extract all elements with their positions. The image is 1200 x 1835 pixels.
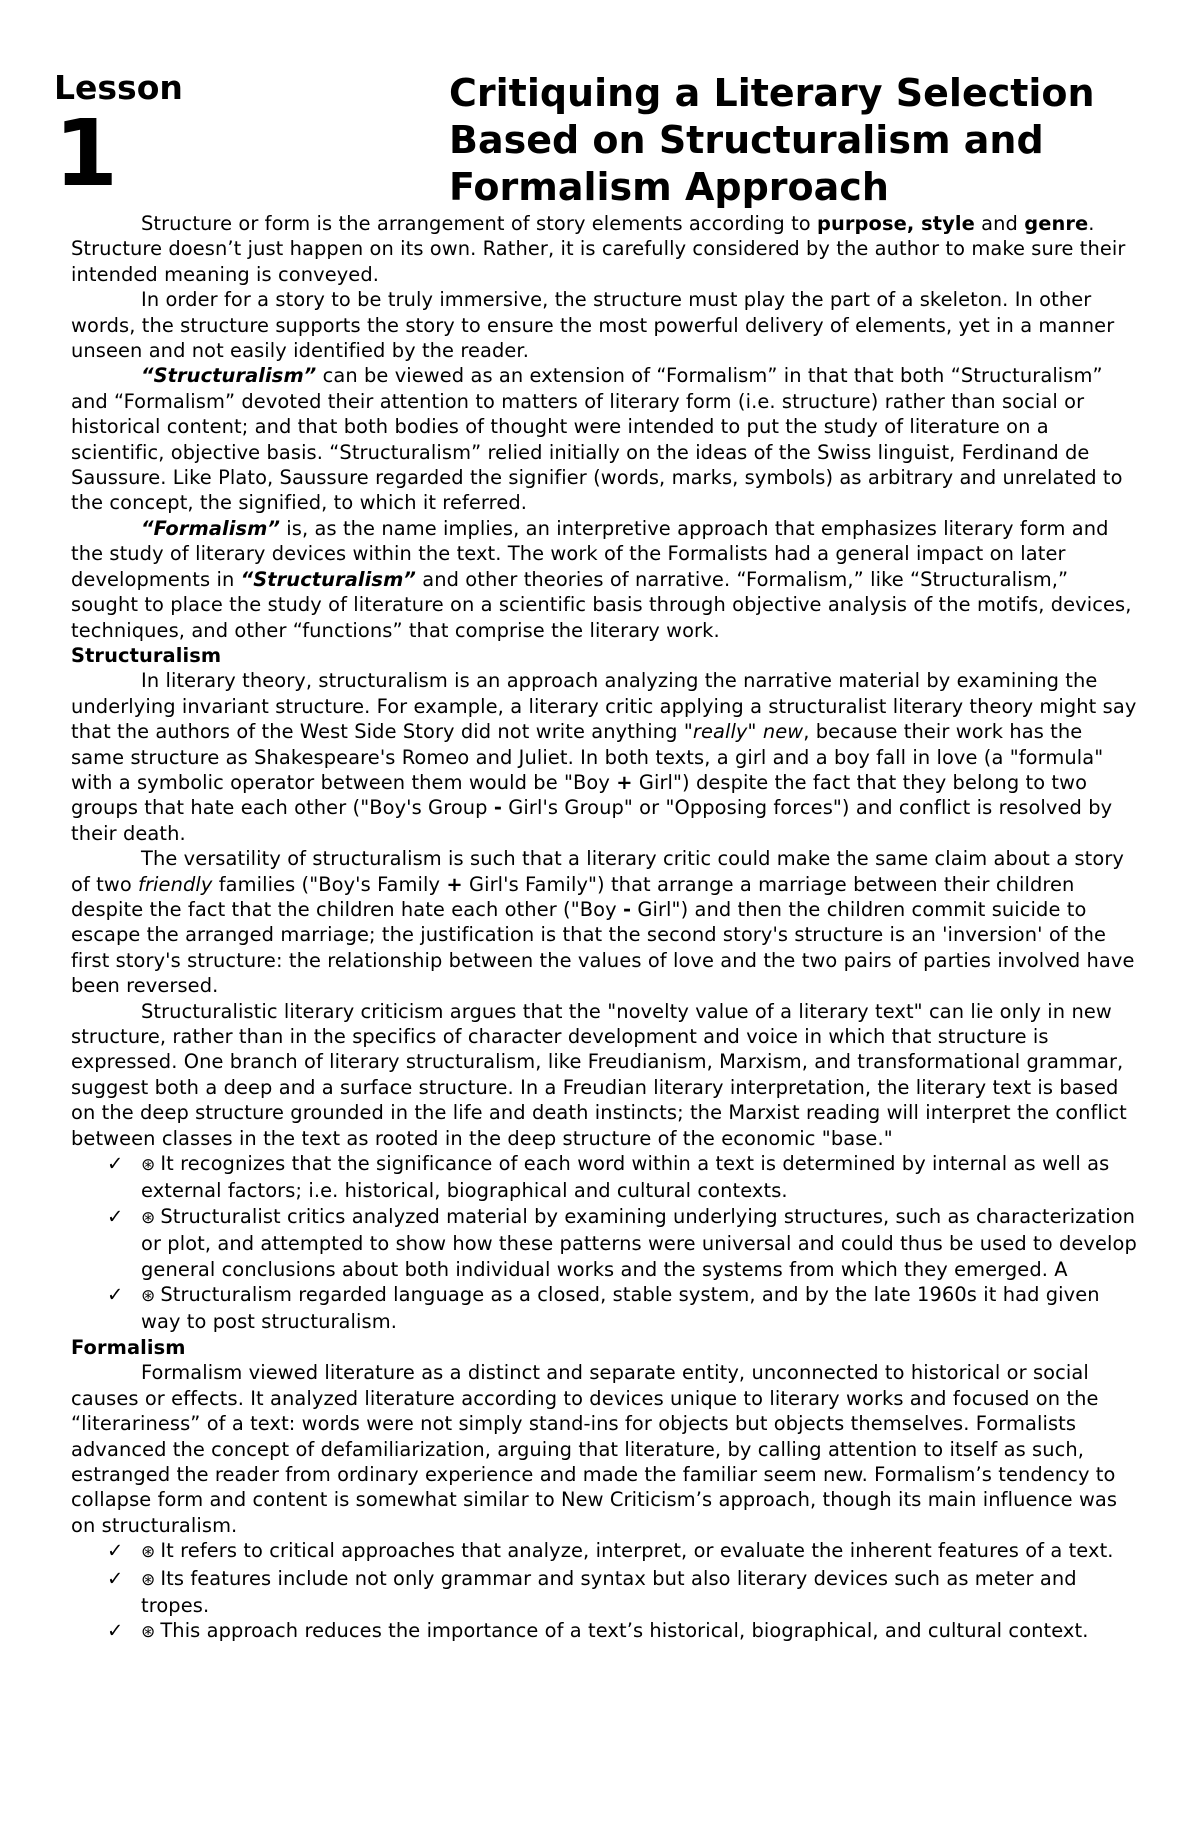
checkmark-icon: ✓ (107, 1619, 124, 1643)
lesson-number: 1 (54, 100, 117, 207)
globe-icon: ⊛ (141, 1155, 156, 1176)
list-item: ✓ ⊛ Structuralism regarded language as a closed, stable system, and by the late 1960s it had given way to post structuralism. (107, 1283, 1100, 1334)
list-item: ✓ ⊛ It recognizes that the significance of each word within a text is determined by internal as well as external factors; i.e. historical, biographical and cultural contexts. (107, 1152, 1110, 1203)
globe-icon: ⊛ (141, 1207, 156, 1228)
checkmark-icon: ✓ (107, 1204, 124, 1228)
lesson-word: Lesson (54, 68, 183, 107)
globe-icon: ⊛ (141, 1286, 156, 1307)
lesson-label (54, 68, 183, 207)
intro-paragraph-1: Structure or form is the arrangement of story elements according to purpose, style and genre. Structure doesn’t just happen on its own. Rather, it is carefully considered by the author to make sure their intended meaning is conveyed. (71, 212, 1126, 286)
list-item: ✓ ⊛ It refers to critical approaches that analyze, interpret, or evaluate the inherent features of a text. (107, 1539, 1114, 1563)
globe-icon: ⊛ (141, 1622, 156, 1643)
document-body (71, 211, 1141, 1646)
intro-paragraph-3: “Structuralism” can be viewed as an extension of “Formalism” in that that both “Structuralism” and “Formalism” devoted their attention to matters of literary form (i.e. structure) rather than social or historical content; and that both bodies of thought were intended to put the study of literature on a scientific, objective basis. “Structuralism” relied initially on the ideas of the Swiss linguist, Ferdinand de Saussure. Like Plato, Saussure regarded the signifier (words, marks, symbols) as arbitrary and unrelated to the concept, the signified, to which it referred. (71, 364, 1123, 515)
formalism-heading: Formalism (71, 1335, 186, 1359)
list-item: ✓ ⊛ Structuralist critics analyzed material by examining underlying structures, such as characterization or plot, and attempted to show how these patterns were universal and could thus be used to develop general conclusions about both individual works and the systems from which they emerged. A (107, 1204, 1137, 1281)
structuralism-paragraph-2: The versatility of structuralism is such that a literary critic could make the same claim about a story of two friendly families ("Boy's Family + Girl's Family") that arrange a marriage between their children despite the fact that the children hate each other ("Boy - Girl") and then the children commit suicide to escape the arranged marriage; the justification is that the second story's structure is an 'inversion' of the first story's structure: the relationship between the values of love and the two pairs of parties involved have been reversed. (71, 847, 1135, 998)
structuralism-paragraph-1: In literary theory, structuralism is an approach analyzing the narrative material by examining the underlying invariant structure. For example, a literary critic applying a structuralist literary theory might say that the authors of the West Side Story did not write anything "really" new, because their work has the same structure as Shakespeare's Romeo and Juliet. In both texts, a girl and a boy fall in love (a "formula" with a symbolic operator between them would be "Boy + Girl") despite the fact that they belong to two groups that hate each other ("Boy's Group - Girl's Group" or "Opposing forces") and conflict is resolved by their death. (71, 669, 1137, 845)
checkmark-icon: ✓ (107, 1152, 124, 1176)
structuralism-bullet-list (71, 1151, 1141, 1335)
globe-icon: ⊛ (141, 1569, 156, 1590)
checkmark-icon: ✓ (107, 1283, 124, 1307)
intro-paragraph-4: “Formalism” is, as the name implies, an interpretive approach that emphasizes literary form and the study of literary devices within the text. The work of the Formalists had a general impact on later developments in “Structuralism” and other theories of narrative. “Formalism,” like “Structuralism,” sought to place the study of literature on a scientific basis through objective analysis of the motifs, devices, techniques, and other “functions” that comprise the literary work. (71, 516, 1132, 642)
intro-paragraph-2: In order for a story to be truly immersive, the structure must play the part of a skeleton. In other words, the structure supports the story to ensure the most powerful delivery of elements, yet in a manner unseen and not easily identified by the reader. (71, 288, 1115, 363)
globe-icon: ⊛ (141, 1542, 156, 1563)
list-item: ✓ ⊛ Its features include not only grammar and syntax but also literary devices such as meter and tropes. (107, 1566, 1077, 1617)
structuralism-paragraph-3: Structuralistic literary criticism argues that the "novelty value of a literary text" can lie only in new structure, rather than in the specifics of character development and voice in which that structure is expressed. One branch of literary structuralism, like Freudianism, Marxism, and transformational grammar, suggest both a deep and a surface structure. In a Freudian literary interpretation, the literary text is based on the deep structure grounded in the life and death instincts; the Marxist reading will interpret the conflict between classes in the text as rooted in the deep structure of the economic "base." (71, 999, 1127, 1150)
page-title: Critiquing a Literary Selection Based on Structuralism and Formalism Approach (449, 71, 1095, 209)
formalism-bullet-list (71, 1538, 1141, 1646)
formalism-paragraph-1: Formalism viewed literature as a distinct and separate entity, unconnected to historical or social causes or effects. It analyzed literature according to devices unique to literary works and focused on the “literariness” of a text: words were not simply stand-ins for objects but objects themselves. Formalists advanced the concept of defamiliarization, arguing that literature, by calling attention to itself as such, estranged the reader from ordinary experience and made the familiar seem new. Formalism’s tendency to collapse form and content is somewhat similar to New Criticism’s approach, though its main influence was on structuralism. (71, 1361, 1118, 1537)
checkmark-icon: ✓ (107, 1539, 124, 1563)
checkmark-icon: ✓ (107, 1566, 124, 1590)
structuralism-heading: Structuralism (71, 643, 222, 667)
list-item: ✓ ⊛ This approach reduces the importance of a text’s historical, biographical, and cultural context. (107, 1619, 1089, 1643)
